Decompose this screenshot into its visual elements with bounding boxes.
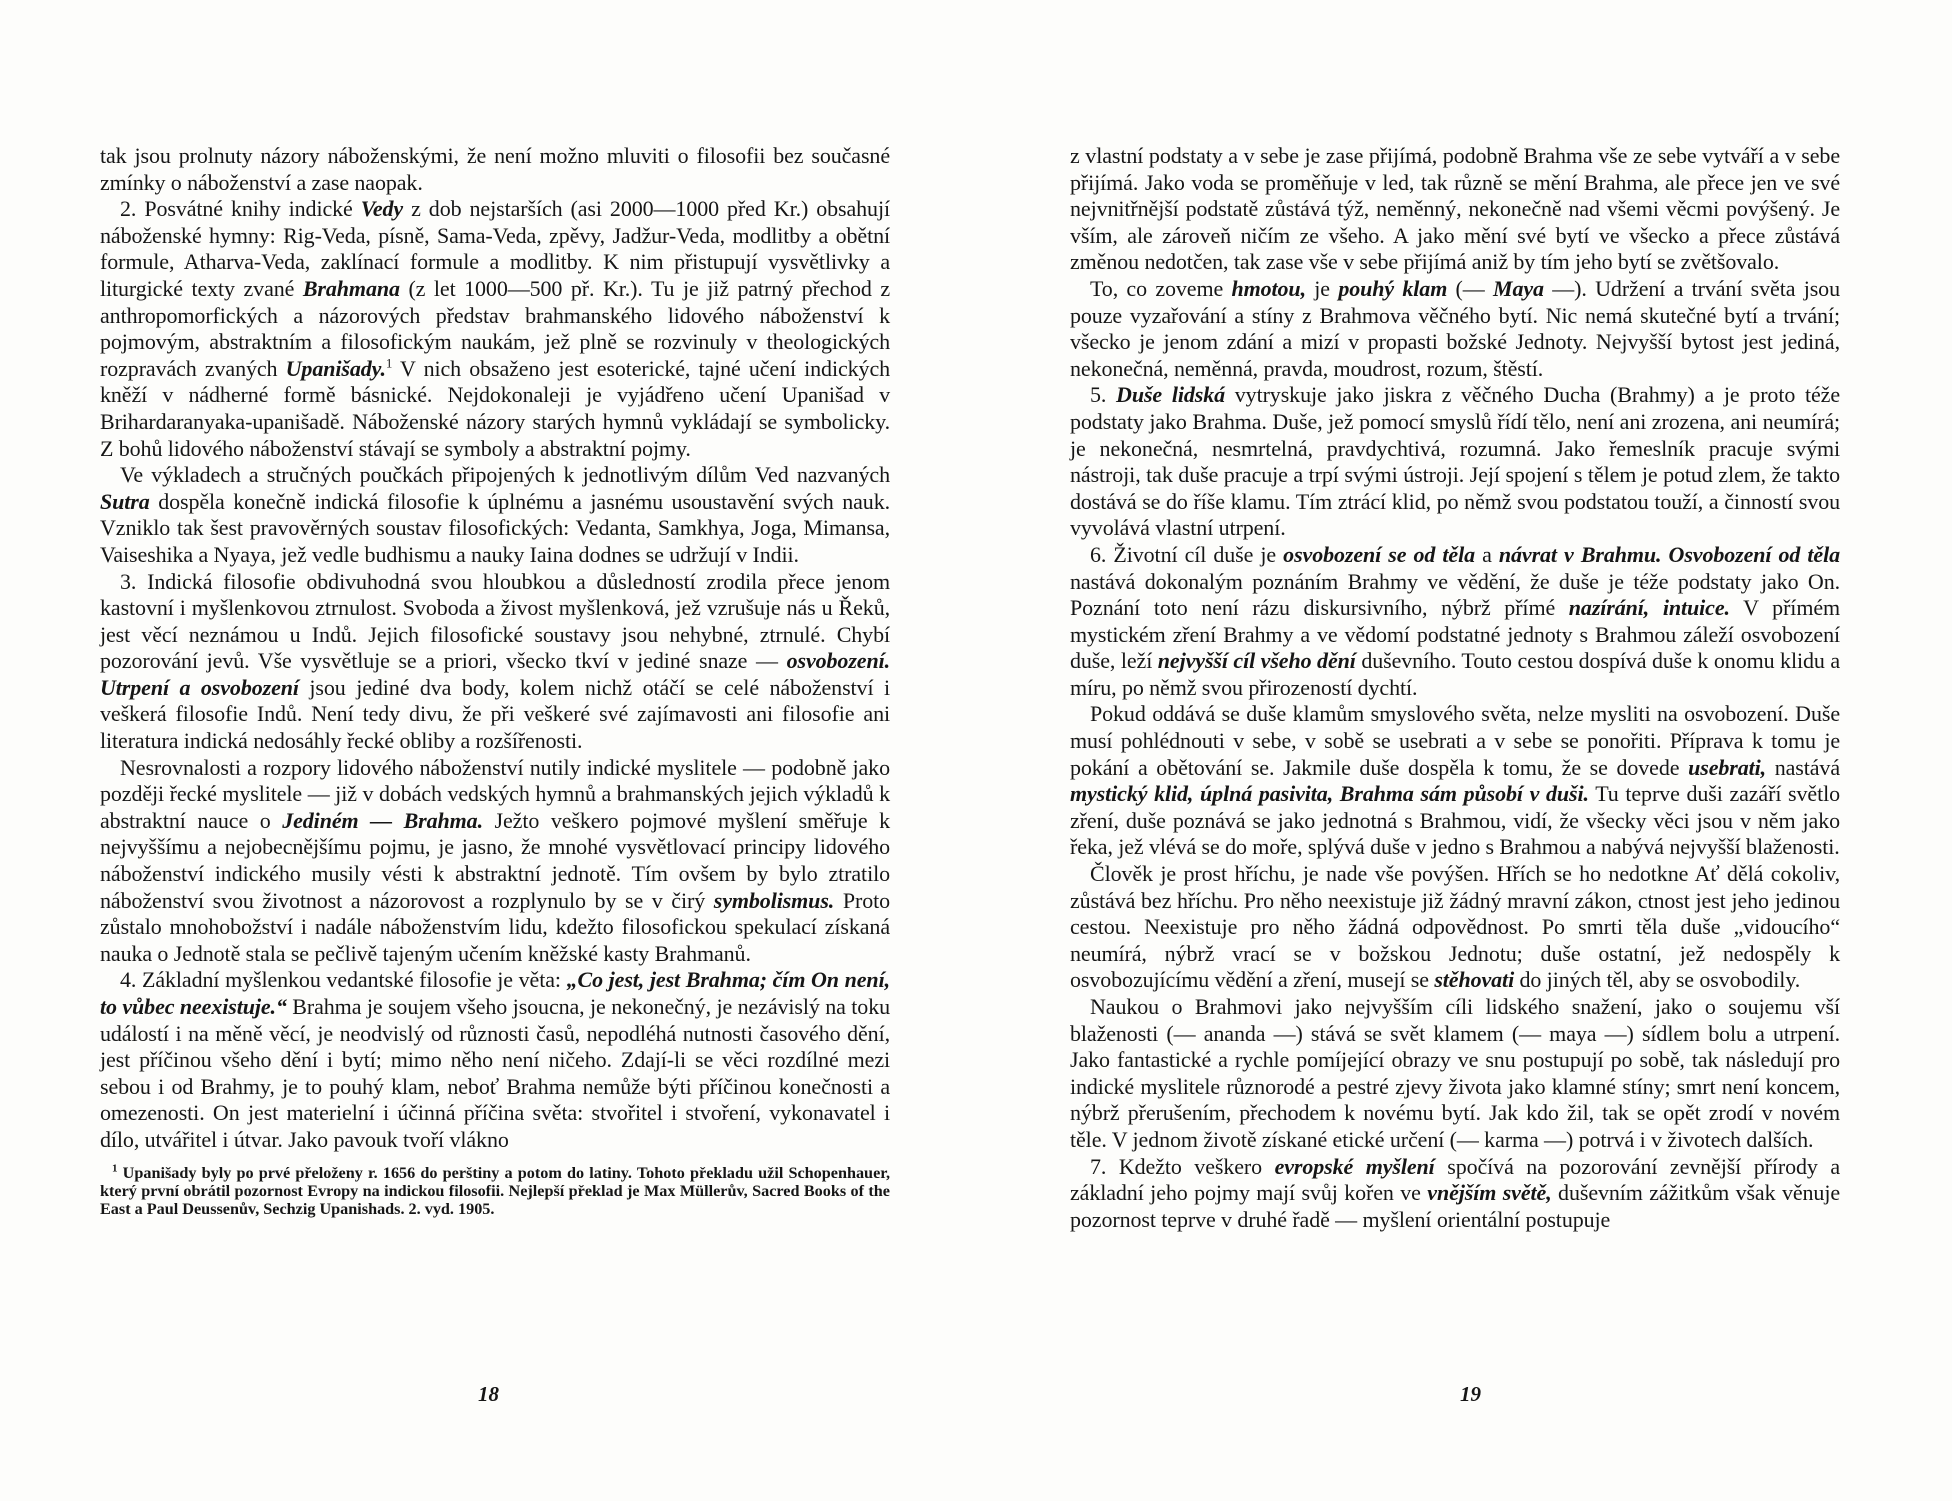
right-page xyxy=(1070,143,1840,1233)
left-paragraph: 3. Indická filosofie obdivuhodná svou hloubkou a důsledností zrodila přece jenom kastovní i myšlenkovou ztrnulost. Svoboda a živost myšlenková, jež vzrušuje nás u Řeků, jest věcí neznámou u Indů. Jejich filosofické soustavy jsou nehybné, ztrnulé. Chybí pozorování jevů. Vše vysvětluje se a priori, všecko tkví v jediné snaze — osvobození. Utrpení a osvobození jsou jediné dva body, kolem nichž otáčí se celé náboženství i veškerá filosofie Indů. Není tedy divu, že při veškeré své zajímavosti ani filosofie ani literatura indická nedosáhly řecké obliby a rozšířenosti. xyxy=(100,568,890,754)
left-paragraph: 4. Základní myšlenkou vedantské filosofie je věta: „Co jest, jest Brahma; čím On není, to vůbec neexistuje.“ Brahma je soujem všeho jsoucna, je nekonečný, je nezávislý na toku událostí i na měně věcí, je neodvislý od různosti časů, nepodléhá nutnosti časového dění, jest příčinou všeho dění i bytí; mimo něho není ničeho. Zdají-li se věci rozdílné mezi sebou i od Brahmy, je to pouhý klam, neboť Brahma nemůže býti příčinou konečnosti a omezenosti. On jest materielní i účinná příčina světa: stvořitel i stvoření, vykonavatel i dílo, utvářitel i útvar. Jako pavouk tvoří vlákno xyxy=(100,967,890,1152)
page-number-right: 19 xyxy=(1460,1382,1481,1406)
footnote-segment: , Sacred Books of the East a xyxy=(100,1181,890,1218)
footnote-segment: , Sechzig Upanishads. 2. vyd. 1905. xyxy=(255,1199,495,1218)
footnote-marker: 1 xyxy=(112,1162,118,1175)
right-paragraph: 5. Duše lidská vytryskuje jako jiskra z věčného Ducha (Brahmy) a je proto téže podstaty jako Brahma. Duše, jež pomocí smyslů řídí tělo, není ani zrozena, ani neumírá; je nekonečná, nesmrtelná, pravdychtivá, rozumná. Jako řemeslník pracuje svými nástroji, tak duše pracuje a trpí svými ústroji. Její spojení s tělem je potud zlem, že takto dostává se do říše klamu. Tím ztrácí klid, po němž svou podstatou touží, a činností svou vyvolává vlastní utrpení. xyxy=(1070,382,1840,541)
left-paragraph: Nesrovnalosti a rozpory lidového náboženství nutily indické myslitele — podobně jako později řecké myslitele — již v dobách vedských hymnů a brahmanských jejich výkladů k abstraktní nauce o Jediném — Brahma. Ježto veškero pojmové myšlení směřuje k nejvyššímu a nejobecnějšímu pojmu, je jasno, že mnohé vysvětlovací principy lidového náboženství indického musily vésti k abstraktní jednotě. Tím ovšem by bylo ztratilo náboženství svou životnost a názorovost a rozplynulo by se v čirý symbolismus. Proto zůstalo mnohobožství i nadále náboženstvím lidu, kdežto filosofickou spekulací získaná nauka o Jednotě stala se pečlivě tajeným učením kněžské kasty Brahmanů. xyxy=(100,754,891,966)
left-paragraph: 2. Posvátné knihy indické Vedy z dob nejstarších (asi 2000—1000 před Kr.) obsahují náboženské hymny: Rig-Veda, písně, Sama-Veda, zpěvy, Jadžur-Veda, modlitby a obětní formule, Atharva-Veda, zaklínací formule a modlitby. K nim přistupují vysvětlivky a liturgické texty zvané Brahmana (z let 1000—500 př. Kr.). Tu je již patrný přechod z anthropomorfických a názorových představ brahmanského lidového náboženství k pojmovým, abstraktním a filosofickým naukám, jež plně se rozvinuly v theologických rozpravách zvaných Upanišady.$^1$ V nich obsaženo jest esoterické, tajné učení indických kněží v nádherné formě básnické. Nejdokonaleji je vyjádřeno učení Upanišad v Brihardaranyaka-upanišadě. Náboženské názory starých hymnů vykládají se symbolicky. Z bohů lidového náboženství stávají se symboly a abstraktní pojmy. xyxy=(100,196,891,461)
right-paragraph: Pokud oddává se duše klamům smyslového světa, nelze mysliti na osvobození. Duše musí pohlédnouti v sebe, v sobě se usebrati a v sebe se ponořiti. Příprava k tomu je pokání a obětování se. Jakmile duše dospěla k tomu, že se dovede usebrati, nastává mystický klid, úplná pasivita, Brahma sám působí v duši. Tu teprve duši zazáří světlo zření, duše poznává se jako jednotná s Brahmou, vidí, že všecky věci jsou v něm jako řeka, jež vlévá se do moře, splývá duše v jedno s Brahmou a nabývá nejvyšší blaženosti. xyxy=(1070,701,1840,860)
footnote-text xyxy=(100,1164,890,1218)
right-paragraph: Člověk je prost hříchu, je nade vše povýšen. Hřích se ho nedotkne Ať dělá cokoliv, zůstává bez hříchu. Pro něho neexistuje již žádný mravní zákon, ctnost jest jeho jedinou cestou. Neexistuje pro něho žádná odpovědnost. Po smrti těla duše „vidoucího“ neumírá, nýbrž vrací se v božskou Jednotu; duše ostatní, jež nedospěly k osvobozujícímu vědění a zření, musejí se stěhovati do jiných těl, aby se osvobodily. xyxy=(1070,861,1840,993)
left-page xyxy=(100,143,890,1218)
left-paragraph: tak jsou prolnuty názory náboženskými, že není možno mluviti o filosofii bez současné zmínky o náboženství a zase naopak. xyxy=(100,143,890,195)
right-page-body xyxy=(1070,143,1840,1233)
footnote-author: Paul Deussenův xyxy=(146,1199,256,1218)
footnote-segment: Upanišady byly po prvé přeloženy r. 1656 do perštiny a potom do latiny. Tohoto překladu užil Schopenhauer, který první obrátil pozornost Evropy na indickou filosofii. Nejlepší překlad je xyxy=(100,1163,890,1200)
footnote-author: Max Müllerův xyxy=(643,1181,744,1200)
right-paragraph: To, co zoveme hmotou, je pouhý klam (— Maya —). Udržení a trvání světa jsou pouze vyzařování a stíny z Brahmova věčného bytí. Nic nemá skutečné bytí a trvání; všecko je jenom zdání a mizí v propasti božské Jednoty. Nejvyšší bytost jest jediná, nekonečná, neměnná, pravda, moudrost, rozum, štěstí. xyxy=(1070,275,1840,381)
right-paragraph: 6. Životní cíl duše je osvobození se od těla a návrat v Brahmu. Osvobození od těla nastává dokonalým poznáním Brahmy ve vědění, že duše je téže podstaty jako On. Poznání toto není rázu diskursivního, nýbrž přímé nazírání, intuice. V přímém mystickém zření Brahmy a ve vědomí podstatné jednoty s Brahmou záleží osvobození duše, leží nejvyšší cíl všeho dění duševního. Touto cestou dospívá duše k onomu klidu a míru, po němž svou přirozeností dychtí. xyxy=(1070,541,1841,700)
page-number-left: 18 xyxy=(478,1382,499,1406)
left-paragraph: Ve výkladech a stručných poučkách připojených k jednotlivým dílům Ved nazvaných Sutra dospěla konečně indická filosofie k úplnému a jasnému usoustavění svých nauk. Vzniklo tak šest pravověrných soustav filosofických: Vedanta, Samkhya, Joga, Mimansa, Vaiseshika a Nyaya, jež vedle budhismu a nauky Iaina dodnes se udržují v Indii. xyxy=(100,462,890,567)
right-paragraph: z vlastní podstaty a v sebe je zase přijímá, podobně Brahma vše ze sebe vytváří a v sebe přijímá. Jako voda se proměňuje v led, tak různě se mění Brahma, ale přece jen ve své nejvnitřnější podstatě zůstává týž, neměnný, nekonečně nad všemi věcmi povýšený. Je vším, ale zároveň ničím ze všeho. A jako mění své bytí ve všecko a přece zůstává změnou nedotčen, tak zase vše v sebe přijímá aniž by tím jeho bytí se zvětšovalo. xyxy=(1070,143,1840,275)
footnote xyxy=(100,1164,890,1218)
right-paragraph: Naukou o Brahmovi jako nejvyšším cíli lidského snažení, jako o soujemu vší blaženosti (— ananda —) stává se svět klamem (— maya —) sídlem bolu a utrpení. Jako fantastické a rychle pomíjející obrazy ve snu postupují po sobě, tak následují pro indické myslitele různorodé a pestré zjevy života jako klamné stíny; smrt není koncem, nýbrž přerušením, přechodem k novému bytí. Jak kdo žil, tak se opět zrodí v novém těle. V jednom životě získané etické určení (— karma —) potrvá i v životech dalších. xyxy=(1070,994,1840,1152)
right-paragraph: 7. Kdežto veškero evropské myšlení spočívá na pozorování zevnější přírody a základní jeho pojmy mají svůj kořen ve vnějším světě, duševním zážitkům však věnuje pozornost teprve v druhé řadě — myšlení orientální postupuje xyxy=(1070,1153,1840,1232)
left-page-body xyxy=(100,143,890,1154)
